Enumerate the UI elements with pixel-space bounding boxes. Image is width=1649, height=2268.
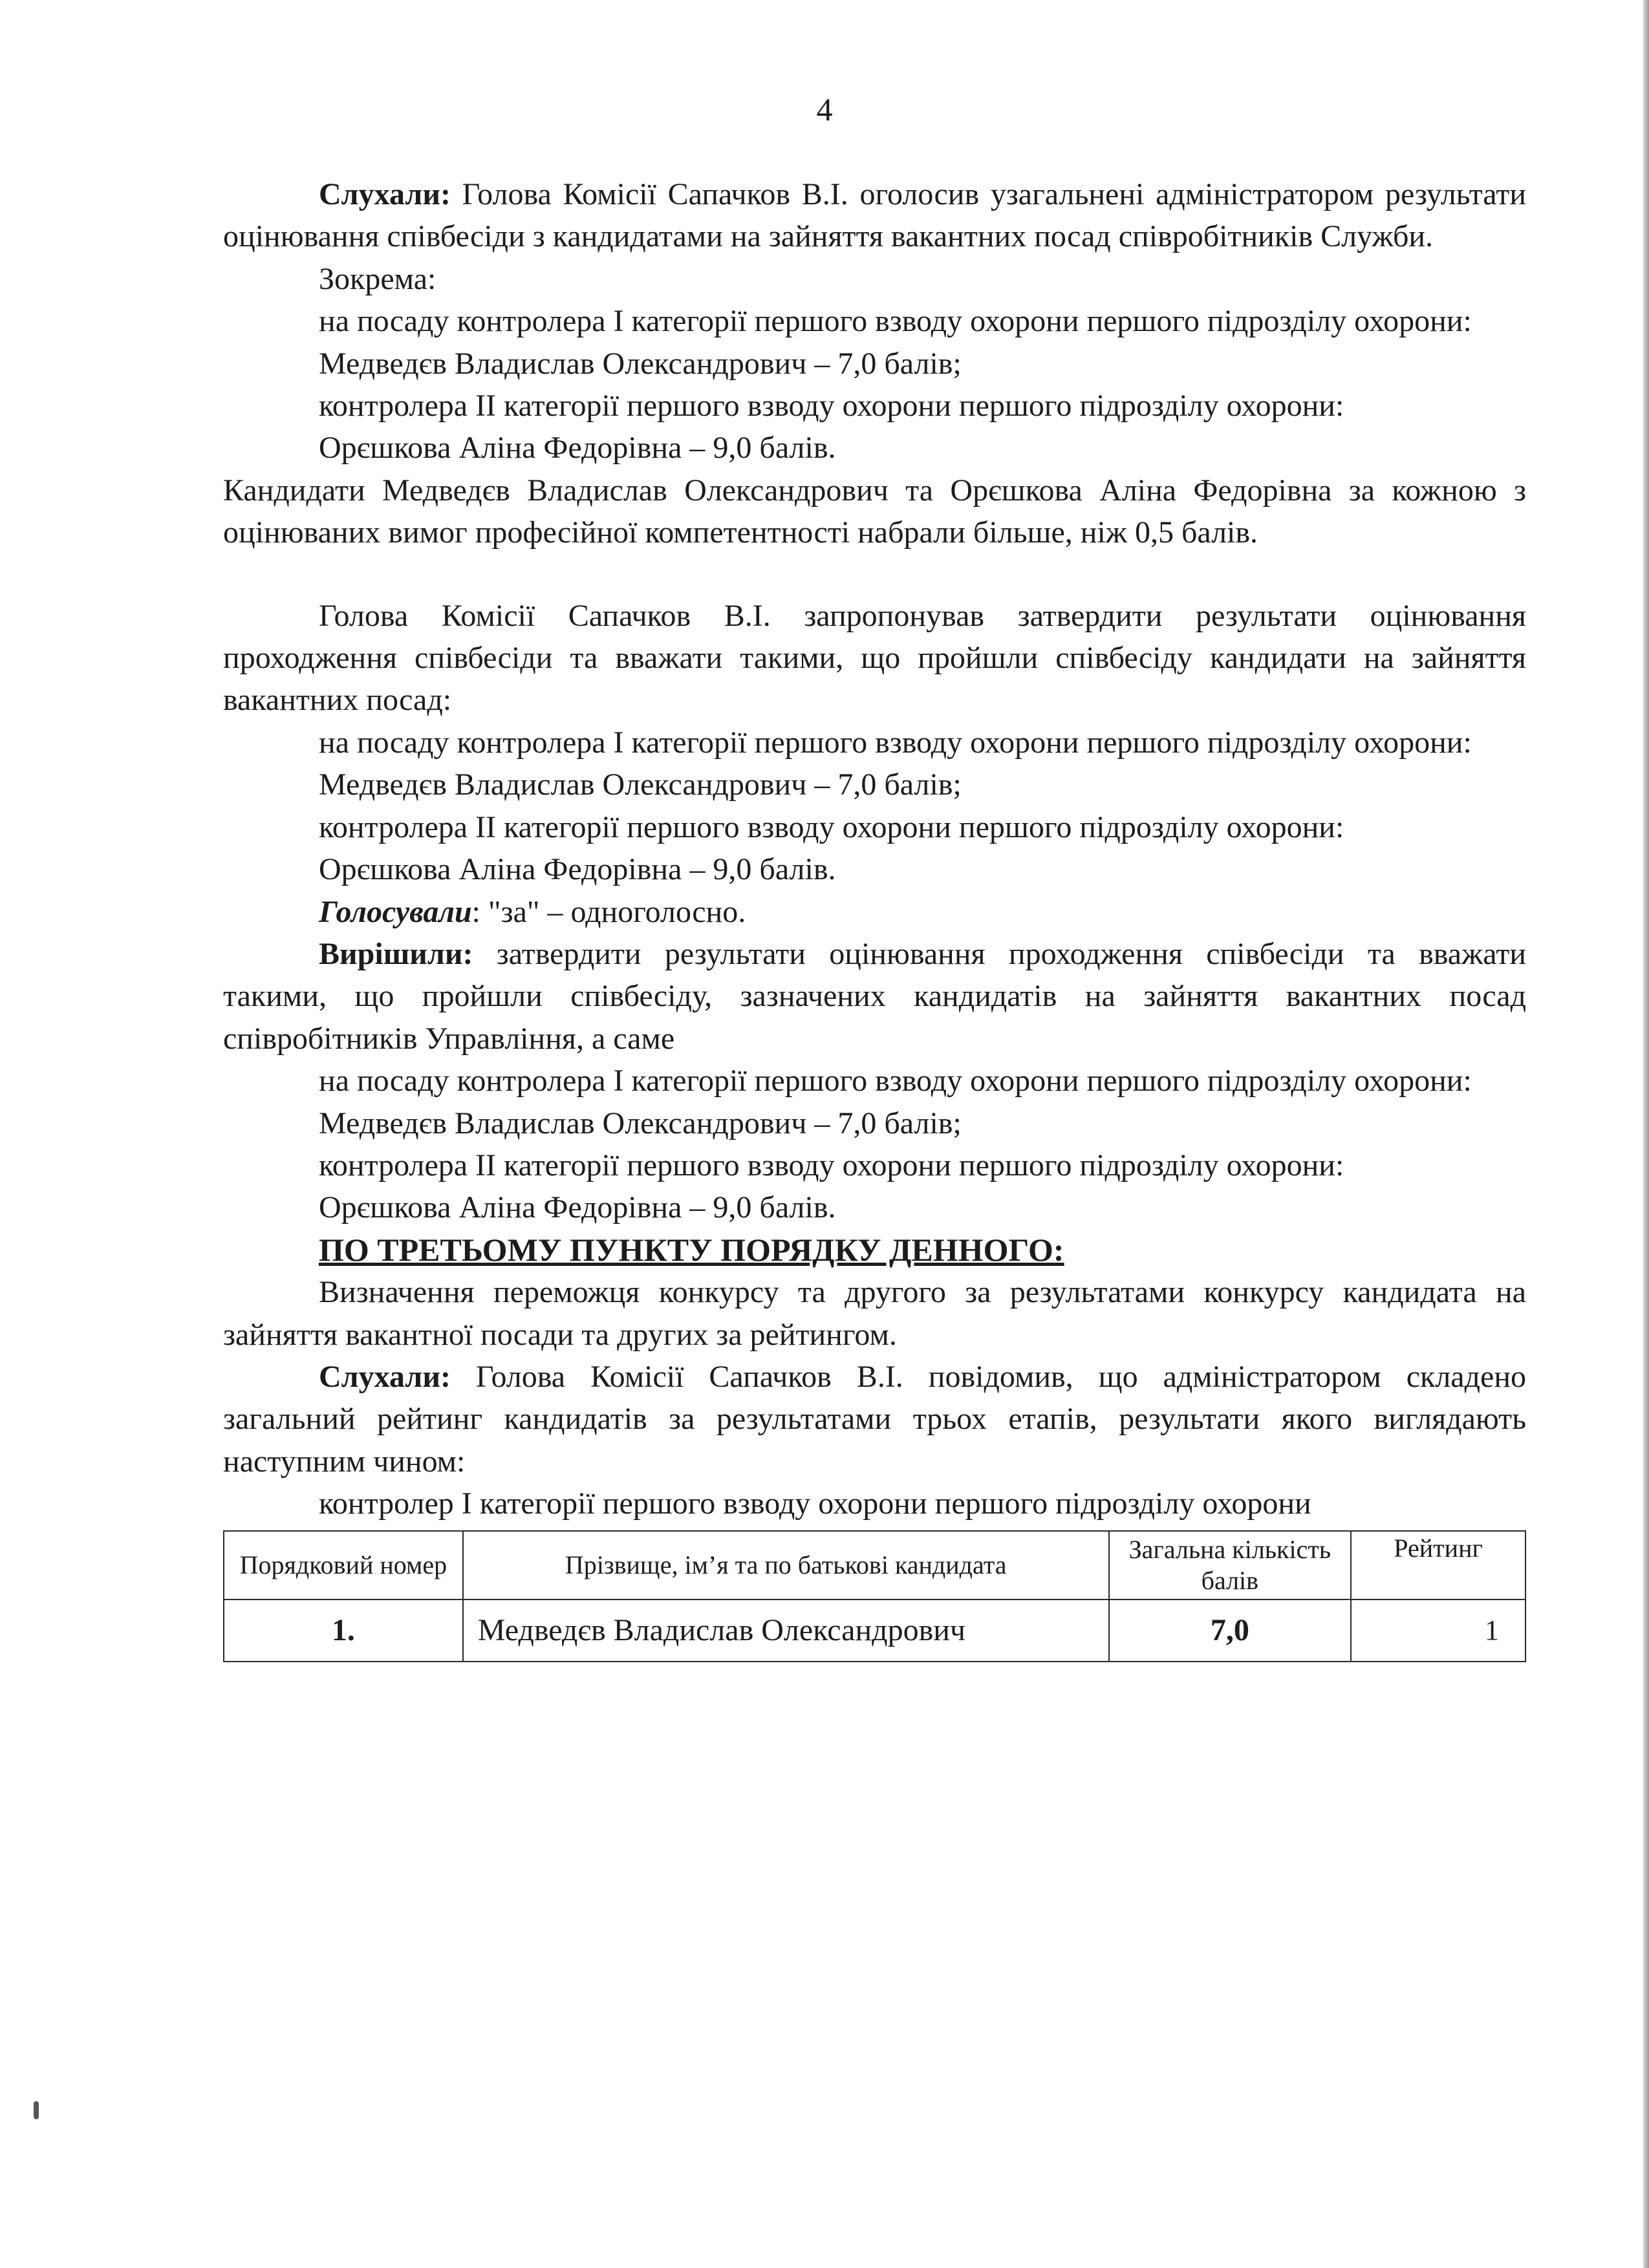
vote-paragraph xyxy=(223,891,1526,933)
page-number: 4 xyxy=(816,91,833,127)
paragraph: Орєшкова Аліна Федорівна – 9,0 балів. xyxy=(319,852,836,887)
table-row xyxy=(224,1599,1525,1662)
heard-label: Слухали: xyxy=(319,1359,451,1394)
paragraph: Визначення переможця конкурсу та другого за результатами конкурсу кандидата на зайняття вакантної посади та других за рейтингом. xyxy=(223,1275,1526,1352)
header-rank: Рейтинг xyxy=(1351,1531,1525,1599)
vote-label: Голосували xyxy=(319,894,472,929)
scan-edge xyxy=(1643,0,1649,2268)
cell-score: 7,0 xyxy=(1109,1599,1352,1662)
header-number: Порядковий номер xyxy=(224,1531,463,1599)
paragraph: на посаду контролера І категорії першого взводу охорони першого підрозділу охорони: xyxy=(319,725,1472,760)
paragraph: контролер І категорії першого взводу охорони першого підрозділу охорони xyxy=(319,1486,1311,1521)
heard-paragraph xyxy=(223,1356,1526,1482)
cell-rank: 1 xyxy=(1351,1599,1525,1662)
decision-paragraph xyxy=(223,933,1526,1060)
header-score: Загальна кількість балів xyxy=(1109,1531,1352,1599)
document-body xyxy=(223,173,1526,1662)
heard-label: Слухали: xyxy=(319,177,451,211)
table-header-row xyxy=(224,1531,1525,1599)
paragraph: Медведєв Владислав Олександрович – 7,0 балів; xyxy=(319,767,962,802)
paragraph: Голова Комісії Сапачков В.І. запропонував затвердити результати оцінювання проходження співбесіди та вважати такими, що пройшли співбесіду кандидати на зайняття вакантних посад: xyxy=(223,598,1526,718)
heard-paragraph xyxy=(223,173,1526,258)
paragraph: контролера ІІ категорії першого взводу охорони першого підрозділу охорони: xyxy=(319,809,1344,844)
paragraph: контролера ІІ категорії першого взводу охорони першого підрозділу охорони: xyxy=(319,389,1344,423)
paragraph: на посаду контролера І категорії першого взводу охорони першого підрозділу охорони: xyxy=(319,1064,1472,1098)
paragraph: Медведєв Владислав Олександрович – 7,0 балів; xyxy=(319,1106,962,1140)
paragraph: Зокрема: xyxy=(319,261,436,296)
paragraph: Медведєв Владислав Олександрович – 7,0 балів; xyxy=(319,346,962,381)
cell-name: Медведєв Владислав Олександрович xyxy=(463,1599,1109,1662)
paragraph: Кандидати Медведєв Владислав Олександрович та Орєшкова Аліна Федорівна за кожною з оцінюваних вимог професійної компетентності набрали більше, ніж 0,5 балів. xyxy=(223,473,1526,550)
heard-text: Голова Комісії Сапачков В.І. оголосив узагальнені адміністратором результати оцінювання співбесіди з кандидатами на зайняття вакантних посад співробітників Служби. xyxy=(223,177,1526,254)
paragraph: контролера ІІ категорії першого взводу охорони першого підрозділу охорони: xyxy=(319,1148,1344,1182)
cell-number: 1. xyxy=(224,1599,463,1662)
rating-table xyxy=(223,1530,1526,1662)
heard-text: Голова Комісії Сапачков В.І. повідомив, що адміністратором складено загальний рейтинг кандидатів за результатами трьох етапів, результати якого виглядають наступним чином: xyxy=(223,1359,1526,1479)
vote-text: : "за" – одноголосно. xyxy=(471,894,746,929)
section-heading: ПО ТРЕТЬОМУ ПУНКТУ ПОРЯДКУ ДЕННОГО: xyxy=(319,1231,1064,1268)
header-name: Прізвище, ім’я та по батькові кандидата xyxy=(463,1531,1109,1599)
scan-mark xyxy=(34,2101,39,2119)
decision-label: Вирішили: xyxy=(319,936,473,971)
decision-text: затвердити результати оцінювання проходження співбесіди та вважати такими, що пройшли співбесіду, зазначених кандидатів на зайняття вакантних посад співробітників Управління, а саме xyxy=(223,936,1526,1056)
paragraph: на посаду контролера І категорії першого взводу охорони першого підрозділу охорони: xyxy=(319,304,1472,339)
paragraph: Орєшкова Аліна Федорівна – 9,0 балів. xyxy=(319,1190,836,1225)
paragraph: Орєшкова Аліна Федорівна – 9,0 балів. xyxy=(319,431,836,465)
